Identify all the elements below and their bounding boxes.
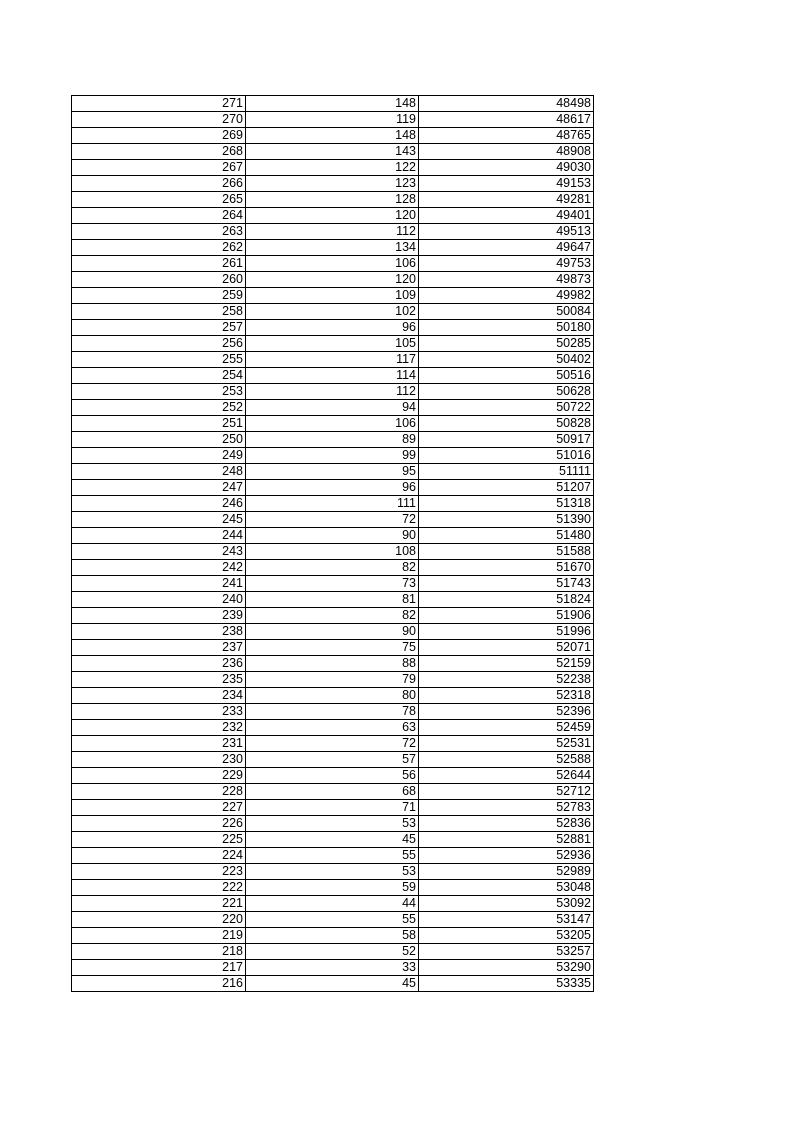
cumulative-cell: 53205 [419,928,594,944]
score-cell: 248 [72,464,246,480]
cumulative-cell: 50917 [419,432,594,448]
score-cell: 222 [72,880,246,896]
cumulative-cell: 53290 [419,960,594,976]
count-cell: 56 [246,768,419,784]
table-row [72,848,594,864]
cumulative-cell: 49030 [419,160,594,176]
score-cell: 221 [72,896,246,912]
cumulative-cell: 49281 [419,192,594,208]
cumulative-cell: 50285 [419,336,594,352]
table-row [72,928,594,944]
table-row [72,208,594,224]
count-cell: 123 [246,176,419,192]
count-cell: 106 [246,256,419,272]
count-cell: 68 [246,784,419,800]
score-cell: 229 [72,768,246,784]
cumulative-cell: 49513 [419,224,594,240]
cumulative-cell: 49873 [419,272,594,288]
cumulative-cell: 53335 [419,976,594,992]
table-row [72,624,594,640]
table-row [72,576,594,592]
count-cell: 96 [246,480,419,496]
score-cell: 256 [72,336,246,352]
score-cell: 269 [72,128,246,144]
cumulative-cell: 51996 [419,624,594,640]
count-cell: 94 [246,400,419,416]
score-cell: 238 [72,624,246,640]
count-cell: 112 [246,384,419,400]
score-cell: 261 [72,256,246,272]
count-cell: 52 [246,944,419,960]
table-row [72,432,594,448]
score-cell: 227 [72,800,246,816]
score-cell: 265 [72,192,246,208]
score-cell: 226 [72,816,246,832]
table-row [72,224,594,240]
table-row [72,144,594,160]
table-row [72,592,594,608]
count-cell: 73 [246,576,419,592]
cumulative-cell: 51670 [419,560,594,576]
cumulative-cell: 50402 [419,352,594,368]
score-cell: 253 [72,384,246,400]
table-row [72,96,594,112]
cumulative-cell: 52318 [419,688,594,704]
cumulative-cell: 52588 [419,752,594,768]
count-cell: 99 [246,448,419,464]
score-cell: 219 [72,928,246,944]
cumulative-cell: 51207 [419,480,594,496]
score-cell: 228 [72,784,246,800]
score-cell: 230 [72,752,246,768]
table-row [72,400,594,416]
cumulative-cell: 51318 [419,496,594,512]
table-row [72,272,594,288]
score-cell: 258 [72,304,246,320]
score-cell: 254 [72,368,246,384]
cumulative-cell: 52881 [419,832,594,848]
table-row [72,688,594,704]
count-cell: 72 [246,736,419,752]
table-row [72,880,594,896]
cumulative-cell: 49153 [419,176,594,192]
cumulative-cell: 51588 [419,544,594,560]
count-cell: 59 [246,880,419,896]
table-row [72,496,594,512]
cumulative-cell: 48617 [419,112,594,128]
table-row [72,672,594,688]
score-cell: 223 [72,864,246,880]
count-cell: 120 [246,208,419,224]
count-cell: 96 [246,320,419,336]
count-cell: 80 [246,688,419,704]
cumulative-cell: 53257 [419,944,594,960]
cumulative-cell: 51111 [419,464,594,480]
count-cell: 148 [246,128,419,144]
score-cell: 271 [72,96,246,112]
count-cell: 95 [246,464,419,480]
count-cell: 148 [246,96,419,112]
table-row [72,336,594,352]
count-cell: 106 [246,416,419,432]
score-cell: 260 [72,272,246,288]
count-cell: 143 [246,144,419,160]
count-cell: 88 [246,656,419,672]
score-cell: 268 [72,144,246,160]
count-cell: 111 [246,496,419,512]
score-cell: 242 [72,560,246,576]
cumulative-cell: 49647 [419,240,594,256]
count-cell: 45 [246,976,419,992]
score-cell: 252 [72,400,246,416]
score-cell: 232 [72,720,246,736]
table-row [72,896,594,912]
count-cell: 122 [246,160,419,176]
table-row [72,112,594,128]
cumulative-cell: 51480 [419,528,594,544]
count-cell: 78 [246,704,419,720]
cumulative-cell: 52071 [419,640,594,656]
table-row [72,304,594,320]
cumulative-cell: 53048 [419,880,594,896]
table-row [72,256,594,272]
table-row [72,384,594,400]
count-cell: 55 [246,848,419,864]
table-row [72,608,594,624]
score-cell: 257 [72,320,246,336]
table-row [72,960,594,976]
table-row [72,512,594,528]
cumulative-cell: 50628 [419,384,594,400]
count-cell: 120 [246,272,419,288]
cumulative-cell: 51906 [419,608,594,624]
count-cell: 134 [246,240,419,256]
score-cell: 218 [72,944,246,960]
table-row [72,288,594,304]
score-cell: 255 [72,352,246,368]
count-cell: 33 [246,960,419,976]
score-cell: 235 [72,672,246,688]
cumulative-cell: 50180 [419,320,594,336]
score-table-body [72,96,594,992]
cumulative-cell: 52936 [419,848,594,864]
count-cell: 119 [246,112,419,128]
score-cell: 259 [72,288,246,304]
count-cell: 71 [246,800,419,816]
table-row [72,816,594,832]
count-cell: 102 [246,304,419,320]
table-row [72,832,594,848]
count-cell: 53 [246,816,419,832]
table-row [72,976,594,992]
table-row [72,640,594,656]
table-row [72,320,594,336]
score-cell: 241 [72,576,246,592]
table-row [72,736,594,752]
cumulative-cell: 52783 [419,800,594,816]
count-cell: 114 [246,368,419,384]
count-cell: 82 [246,560,419,576]
table-row [72,480,594,496]
count-cell: 112 [246,224,419,240]
score-cell: 247 [72,480,246,496]
cumulative-cell: 52531 [419,736,594,752]
table-row [72,176,594,192]
table-row [72,752,594,768]
count-cell: 58 [246,928,419,944]
count-cell: 79 [246,672,419,688]
count-cell: 53 [246,864,419,880]
table-row [72,656,594,672]
table-row [72,912,594,928]
count-cell: 81 [246,592,419,608]
score-cell: 231 [72,736,246,752]
score-cell: 243 [72,544,246,560]
table-row [72,416,594,432]
table-row [72,800,594,816]
cumulative-cell: 48908 [419,144,594,160]
cumulative-cell: 52159 [419,656,594,672]
count-cell: 108 [246,544,419,560]
score-cell: 266 [72,176,246,192]
count-cell: 55 [246,912,419,928]
score-cell: 236 [72,656,246,672]
count-cell: 75 [246,640,419,656]
score-cell: 220 [72,912,246,928]
score-cell: 262 [72,240,246,256]
cumulative-cell: 52396 [419,704,594,720]
table-row [72,352,594,368]
score-cell: 239 [72,608,246,624]
count-cell: 89 [246,432,419,448]
score-cell: 233 [72,704,246,720]
cumulative-cell: 49753 [419,256,594,272]
cumulative-cell: 48765 [419,128,594,144]
cumulative-cell: 50084 [419,304,594,320]
cumulative-cell: 51390 [419,512,594,528]
score-cell: 224 [72,848,246,864]
count-cell: 117 [246,352,419,368]
score-cell: 249 [72,448,246,464]
cumulative-cell: 50828 [419,416,594,432]
table-row [72,128,594,144]
cumulative-cell: 52712 [419,784,594,800]
count-cell: 82 [246,608,419,624]
table-row [72,768,594,784]
cumulative-cell: 51016 [419,448,594,464]
cumulative-cell: 52836 [419,816,594,832]
cumulative-cell: 52644 [419,768,594,784]
count-cell: 44 [246,896,419,912]
count-cell: 109 [246,288,419,304]
score-cell: 216 [72,976,246,992]
cumulative-cell: 53147 [419,912,594,928]
score-cell: 217 [72,960,246,976]
table-row [72,368,594,384]
table-row [72,720,594,736]
score-cell: 250 [72,432,246,448]
table-row [72,784,594,800]
table-row [72,864,594,880]
cumulative-cell: 52459 [419,720,594,736]
score-cell: 264 [72,208,246,224]
count-cell: 72 [246,512,419,528]
cumulative-cell: 50722 [419,400,594,416]
score-cell: 225 [72,832,246,848]
cumulative-cell: 48498 [419,96,594,112]
count-cell: 90 [246,624,419,640]
table-row [72,560,594,576]
score-cell: 237 [72,640,246,656]
count-cell: 57 [246,752,419,768]
score-cell: 251 [72,416,246,432]
cumulative-cell: 53092 [419,896,594,912]
score-cell: 234 [72,688,246,704]
cumulative-cell: 51824 [419,592,594,608]
table-row [72,544,594,560]
table-row [72,944,594,960]
table-row [72,192,594,208]
score-cell: 240 [72,592,246,608]
table-row [72,528,594,544]
table-row [72,448,594,464]
count-cell: 63 [246,720,419,736]
count-cell: 105 [246,336,419,352]
table-row [72,704,594,720]
cumulative-cell: 52989 [419,864,594,880]
table-row [72,240,594,256]
table-row [72,160,594,176]
cumulative-cell: 50516 [419,368,594,384]
score-cell: 244 [72,528,246,544]
count-cell: 45 [246,832,419,848]
table-row [72,464,594,480]
count-cell: 128 [246,192,419,208]
cumulative-cell: 52238 [419,672,594,688]
count-cell: 90 [246,528,419,544]
score-cell: 263 [72,224,246,240]
score-cell: 245 [72,512,246,528]
score-table [71,95,594,992]
cumulative-cell: 49982 [419,288,594,304]
score-cell: 246 [72,496,246,512]
score-cell: 267 [72,160,246,176]
cumulative-cell: 51743 [419,576,594,592]
cumulative-cell: 49401 [419,208,594,224]
score-cell: 270 [72,112,246,128]
